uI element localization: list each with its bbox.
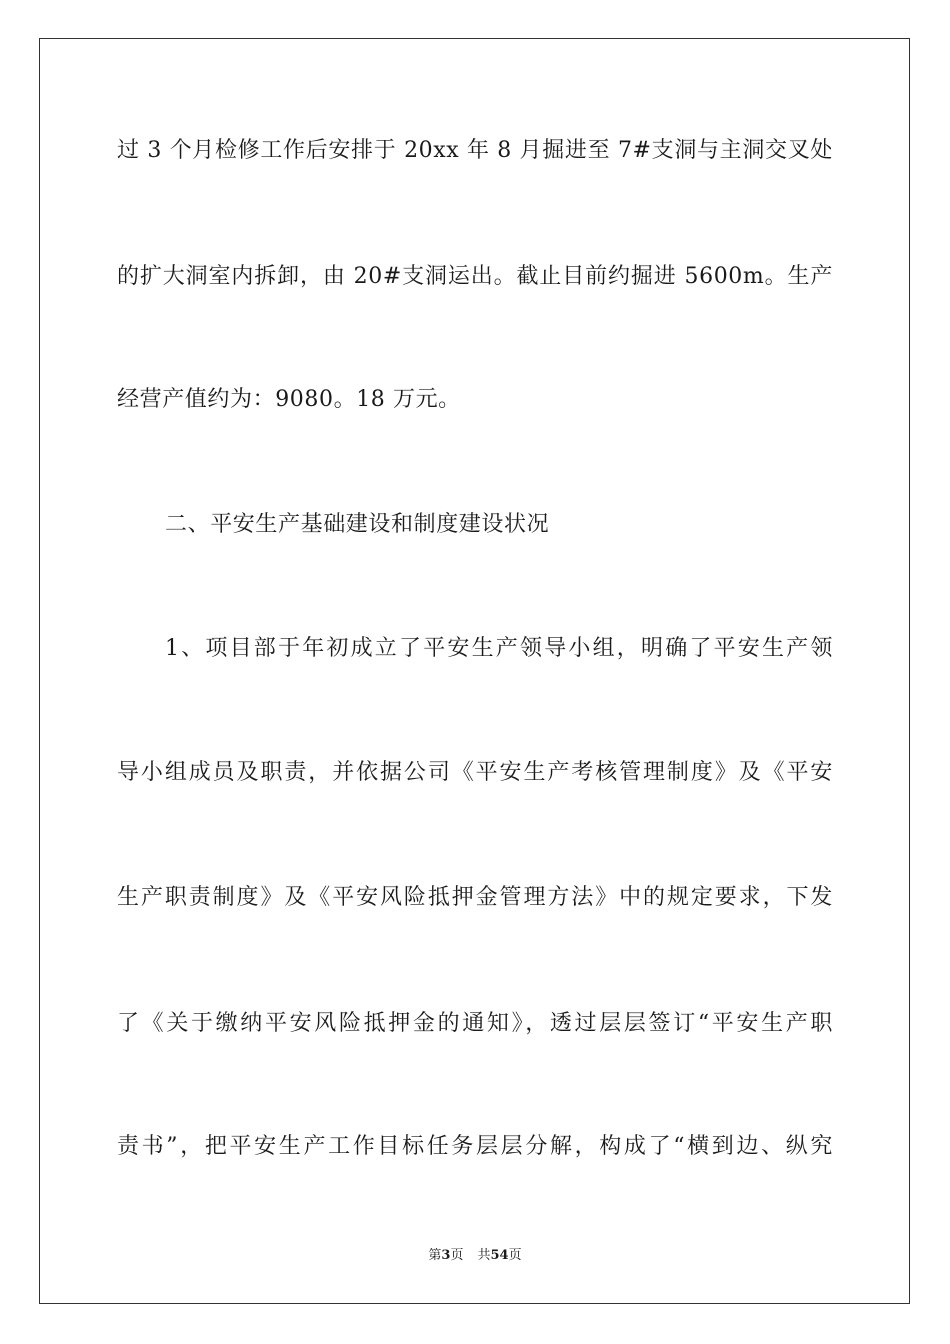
body-text-line-2: 的扩大洞室内拆卸，由 20#支洞运出。截止目前约掘进 5600m。生产 (117, 264, 833, 289)
section-heading: 二、平安生产基础建设和制度建设状况 (165, 512, 550, 537)
footer-total-pages: 54 (490, 1248, 509, 1263)
body-text-line-7: 生产职责制度》及《平安风险抵押金管理方法》中的规定要求，下发 (117, 885, 833, 910)
body-text-line-6: 导小组成员及职责，并依据公司《平安生产考核管理制度》及《平安 (117, 760, 833, 785)
body-text-line-8: 了《关于缴纳平安风险抵押金的通知》，透过层层签订“平安生产职 (117, 1011, 833, 1036)
footer-page-number: 3 (441, 1248, 451, 1263)
footer-page-suffix: 页 (450, 1248, 464, 1263)
footer-total-prefix: 共 (477, 1248, 491, 1263)
body-text-line-5: 1、项目部于年初成立了平安生产领导小组，明确了平安生产领 (165, 636, 833, 661)
footer-page-prefix: 第 (428, 1248, 442, 1263)
footer-total-suffix: 页 (508, 1248, 522, 1263)
body-text-line-9: 责书”，把平安生产工作目标任务层层分解，构成了“横到边、纵究 (117, 1134, 833, 1159)
body-text-line-3: 经营产值约为：9080。18 万元。 (117, 387, 461, 412)
page-border (39, 38, 910, 1304)
page-footer (0, 1247, 950, 1265)
body-text-line-1: 过 3 个月检修工作后安排于 20xx 年 8 月掘进至 7#支洞与主洞交叉处 (117, 138, 833, 163)
